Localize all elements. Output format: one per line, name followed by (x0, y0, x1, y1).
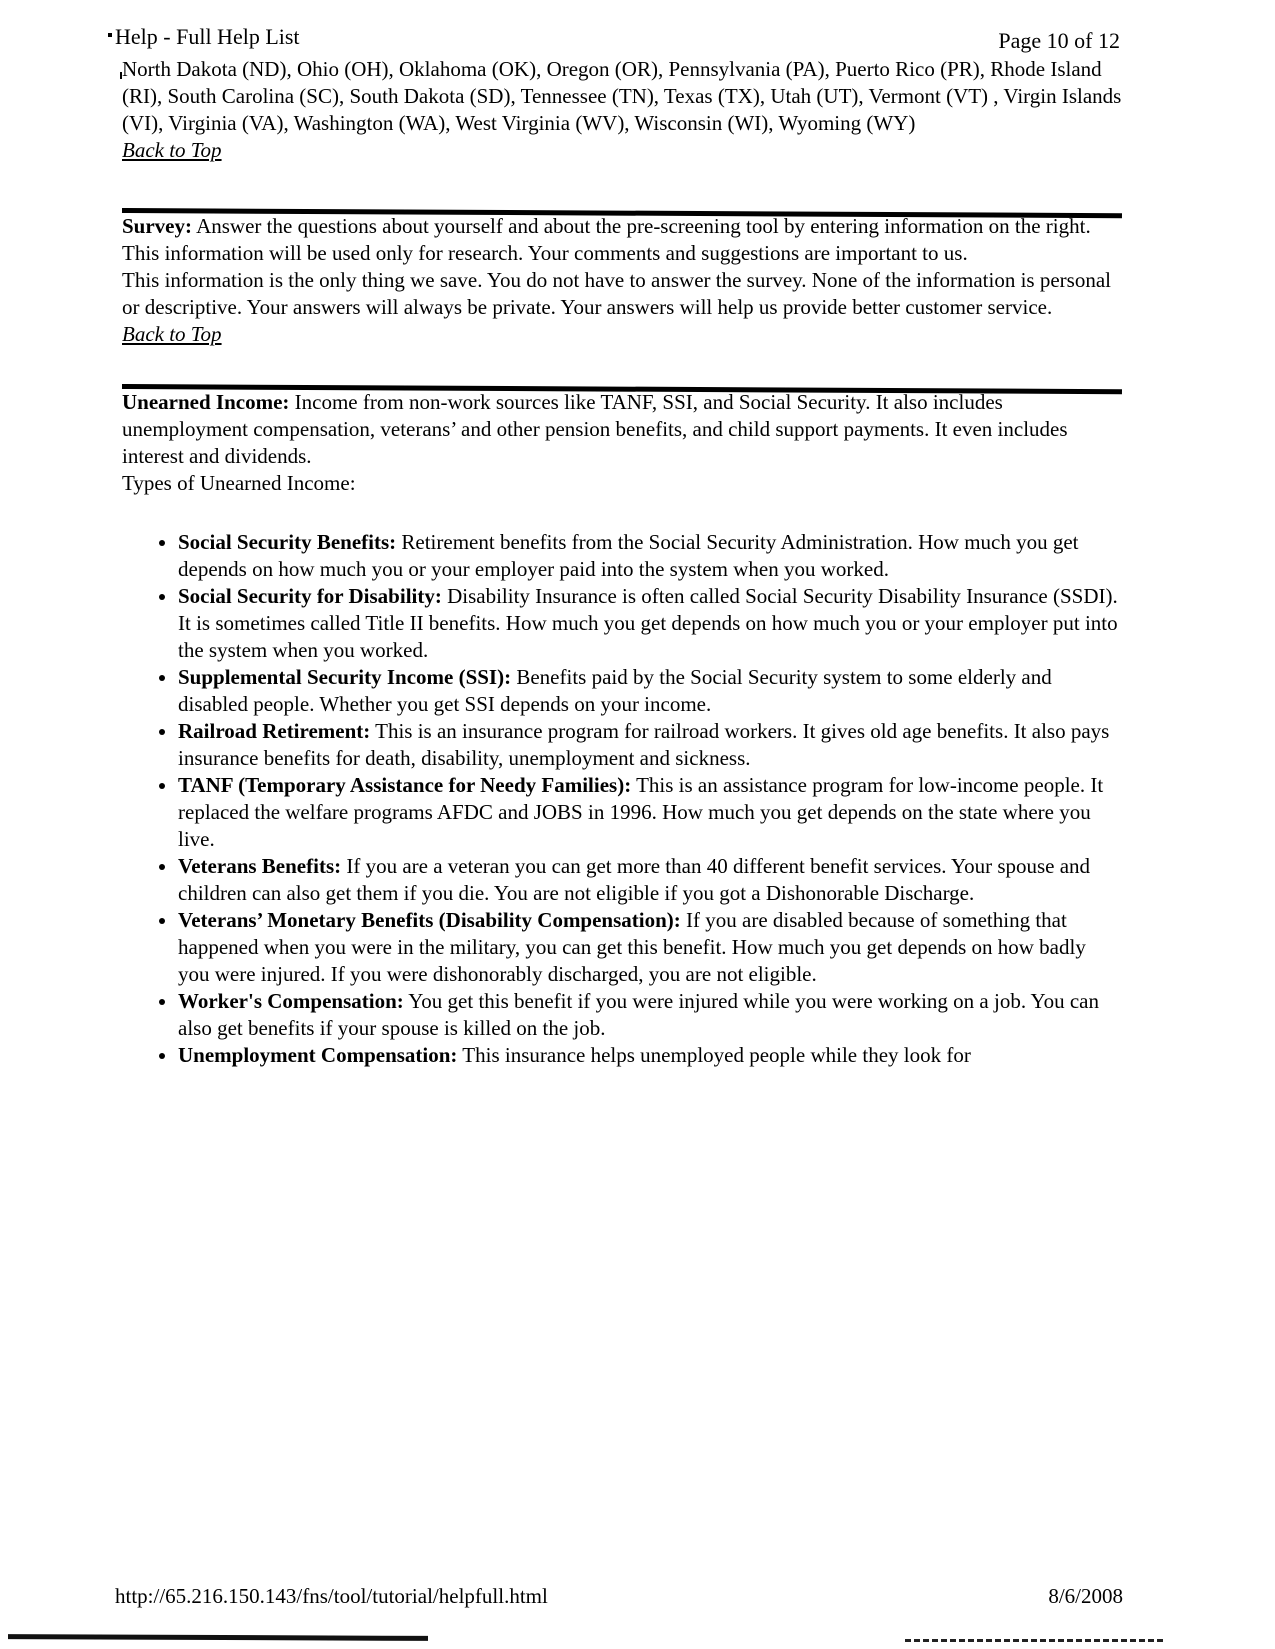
unearned-income-paragraph (122, 389, 1122, 470)
scan-edge-line-dashed (905, 1639, 1163, 1642)
survey-text: Answer the questions about yourself and about the pre-screening tool by entering information on the right. This information will be used only for research. Your comments and suggestions are important to us. (122, 214, 1091, 265)
list-item-label: Social Security Benefits: (178, 530, 397, 554)
list-item-text: You get this benefit if you were injured while you were working on a job. You can also get benefits if your spouse is killed on the job. (178, 989, 1099, 1040)
list-item-text: If you are a veteran you can get more than 40 different benefit services. Your spouse and children can also get them if you die. You are not eligible if you got a Dishonorable Discharge. (178, 854, 1091, 905)
list-item-label: Veterans Benefits: (178, 854, 342, 878)
footer-url: http://65.216.150.143/fns/tool/tutorial/helpfull.html (115, 1584, 548, 1608)
unearned-income-list (122, 529, 1122, 1069)
back-to-top-line-2 (122, 321, 1122, 348)
list-item-text: Retirement benefits from the Social Security Administration. How much you get depends on how much you or your employer paid into the system when you worked. (178, 530, 1079, 581)
header-page-number: Page 10 of 12 (998, 28, 1120, 53)
list-item-label: TANF (Temporary Assistance for Needy Families): (178, 773, 632, 797)
list-item-ssi (178, 664, 1122, 718)
scan-speck (108, 33, 112, 37)
list-item-veterans-benefits (178, 853, 1122, 907)
types-heading: Types of Unearned Income: (122, 471, 356, 495)
list-item-text: Benefits paid by the Social Security system to some elderly and disabled people. Whether you get SSI depends on your income. (178, 665, 1052, 716)
list-item-text: This is an insurance program for railroad workers. It gives old age benefits. It also pays insurance benefits for death, disability, unemployment and sickness. (178, 719, 1110, 770)
states-paragraph: North Dakota (ND), Ohio (OH), Oklahoma (OK), Oregon (OR), Pennsylvania (PA), Puerto Rico (PR), Rhode Island (RI), South Carolina (SC), South Dakota (SD), Tennessee (TN), Texas (TX), Utah (UT), Vermont (VT) , Virgin Islands (VI), Virginia (VA), Washington (WA), West Virginia (WV), Wisconsin (WI), Wyoming (WY) (122, 57, 1122, 135)
list-item-unemployment-compensation (178, 1042, 1122, 1069)
list-item-label: Railroad Retirement: (178, 719, 371, 743)
scan-edge-line (8, 1634, 428, 1641)
survey-paragraph (122, 213, 1122, 267)
list-item-label: Supplemental Security Income (SSI): (178, 665, 512, 689)
list-item-tanf (178, 772, 1122, 853)
list-item-text: If you are disabled because of something that happened when you were in the military, you can get this benefit. How much you get depends on how badly you were injured. If you were dishonorably discharged, you are not eligible. (178, 908, 1086, 986)
survey-label: Survey: (122, 214, 192, 238)
page-header (0, 0, 1275, 56)
list-item-text: This insurance helps unemployed people while they look for (462, 1043, 971, 1067)
scan-speck (120, 72, 122, 79)
list-item-label: Worker's Compensation: (178, 989, 404, 1013)
list-item-label: Unemployment Compensation: (178, 1043, 458, 1067)
unearned-income-label: Unearned Income: (122, 390, 290, 414)
list-item-label: Veterans’ Monetary Benefits (Disability Compensation): (178, 908, 681, 932)
back-to-top-link[interactable]: Back to Top (122, 322, 222, 346)
list-item-social-security-disability (178, 583, 1122, 664)
list-item-social-security-benefits (178, 529, 1122, 583)
list-item-workers-compensation (178, 988, 1122, 1042)
unearned-income-text: Income from non-work sources like TANF, SSI, and Social Security. It also includes unemployment compensation, veterans’ and other pension benefits, and child support payments. It even includes interest and dividends. (122, 390, 1068, 468)
survey-info-paragraph: This information is the only thing we save. You do not have to answer the survey. None of the information is personal or descriptive. Your answers will always be private. Your answers will help us provide better customer service. (122, 268, 1111, 319)
footer-date: 8/6/2008 (1048, 1584, 1123, 1608)
header-title: Help - Full Help List (115, 24, 300, 49)
document-body (0, 56, 1275, 1069)
list-item-text: Disability Insurance is often called Social Security Disability Insurance (SSDI). It is sometimes called Title II benefits. How much you get depends on how much you or your employer put into the system when you worked. (178, 584, 1118, 662)
back-to-top-line-1 (122, 137, 1122, 164)
list-item-label: Social Security for Disability: (178, 584, 442, 608)
list-item-veterans-monetary-benefits (178, 907, 1122, 988)
page-footer (115, 1583, 1123, 1610)
list-item-text: This is an assistance program for low-income people. It replaced the welfare programs AFDC and JOBS in 1996. How much you get depends on the state where you live. (178, 773, 1104, 851)
list-item-railroad-retirement (178, 718, 1122, 772)
back-to-top-link[interactable]: Back to Top (122, 138, 222, 162)
